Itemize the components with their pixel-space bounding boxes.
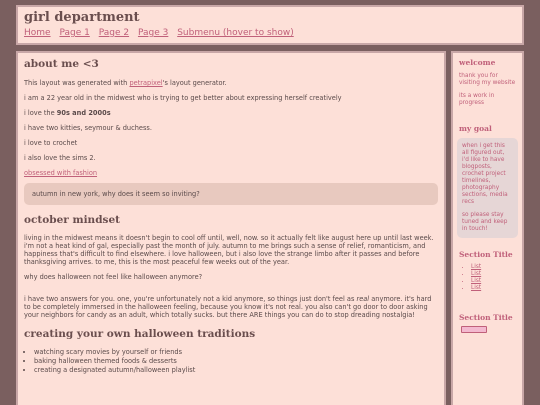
welcome-text: thank you for visiting my website: [459, 73, 516, 86]
quote-box: autumn in new york, why does it seem so inviting?: [24, 183, 438, 205]
about-title: about me <3: [24, 58, 99, 70]
site-title: girl department: [24, 10, 140, 25]
nav-submenu[interactable]: Submenu (hover to show): [177, 28, 294, 38]
love-prefix: i love the: [24, 109, 57, 117]
october-paragraph-1: living in the midwest means it doesn't begin to cool off until, well, now. so it actually felt like august here up until last week. i'm not a heat kind of gal, especially past the month of july. autumn to me brings such a sense of relief, romanticism, and happiness that's difficult to find elsewhere. i love halloween, but i also love the strange limbo after it passes and before thanksgiving arrives. to me, this is the most peaceful few weeks out of the year.: [24, 234, 434, 266]
badge-image[interactable]: [461, 326, 487, 333]
goal-title: my goal: [459, 124, 492, 133]
goal-box: [457, 138, 518, 238]
sidebar: [451, 51, 524, 405]
petrapixel-link[interactable]: petrapixel: [129, 79, 163, 87]
generator-suffix: 's layout generator.: [162, 79, 227, 87]
about-love: [24, 109, 438, 117]
sidebar-list-link[interactable]: List: [471, 271, 482, 277]
list-item: • creating a designated autumn/halloween playlist: [34, 366, 438, 375]
october-paragraph-2: why does halloween not feel like halloween anymore?: [24, 273, 203, 281]
about-intro: i am a 22 year old in the midwest who is trying to get better about expressing herself creatively: [24, 94, 342, 102]
list-item: • watching scary movies by yourself or friends: [34, 348, 438, 357]
welcome-title: welcome: [459, 58, 496, 67]
section-title-1: Section Title: [459, 250, 513, 259]
fashion-link[interactable]: obsessed with fashion: [24, 169, 98, 177]
nav-page-3[interactable]: Page 3: [137, 28, 169, 38]
work-in-progress-text: its a work in progress: [459, 93, 495, 106]
about-crochet: i love to crochet: [24, 139, 78, 147]
october-paragraph-3: [24, 295, 438, 319]
section-title-2: Section Title: [459, 313, 513, 322]
october-title: october mindset: [24, 214, 120, 226]
generator-credit: [24, 79, 438, 87]
traditions-list: [24, 348, 438, 375]
sidebar-list: [457, 264, 518, 292]
list-item: • baking halloween themed foods & desserts: [34, 357, 438, 366]
goal-text-1: when i get this all figured out, i'd like to have blogposts, crochet project timelines, photography sections, media recs: [462, 143, 508, 205]
sidebar-list-item: [471, 264, 518, 271]
nav-page-1[interactable]: Page 1: [59, 28, 90, 38]
about-sims: i also love the sims 2.: [24, 154, 96, 162]
sidebar-list-link[interactable]: List: [471, 285, 482, 291]
sidebar-list-link[interactable]: List: [471, 264, 482, 270]
about-kitties: i have two kitties, seymour & duchess.: [24, 124, 152, 132]
nav-bar: [24, 28, 516, 39]
sidebar-list-item: [471, 271, 518, 278]
p3-prefix: i have two answers for you. one, you're unfortunately not a kid anymore, so things just don't feel as: [24, 295, 357, 303]
love-bold: 90s and 2000s: [56, 109, 111, 117]
traditions-title: creating your own halloween traditions: [24, 328, 256, 340]
goal-text-2: so please stay tuned and keep in touch!: [462, 212, 508, 232]
nav-home[interactable]: Home: [24, 28, 51, 38]
sidebar-list-item: [471, 285, 518, 292]
main-content: [16, 51, 446, 405]
generator-prefix: This layout was generated with: [24, 79, 130, 87]
site-header: [16, 5, 524, 45]
nav-page-2[interactable]: Page 2: [98, 28, 130, 38]
sidebar-list-item: [471, 278, 518, 285]
sidebar-list-link[interactable]: List: [471, 278, 482, 284]
p3-italic: real: [356, 295, 370, 303]
p3-suffix: anymore. it's hard to be completely immersed in the halloween feeling, because you know it's not real. you also can't go door to door asking your neighbors for candy as an adult, which totally sucks. but there ARE things you can do to stop dreading nostalgia!: [24, 295, 432, 319]
